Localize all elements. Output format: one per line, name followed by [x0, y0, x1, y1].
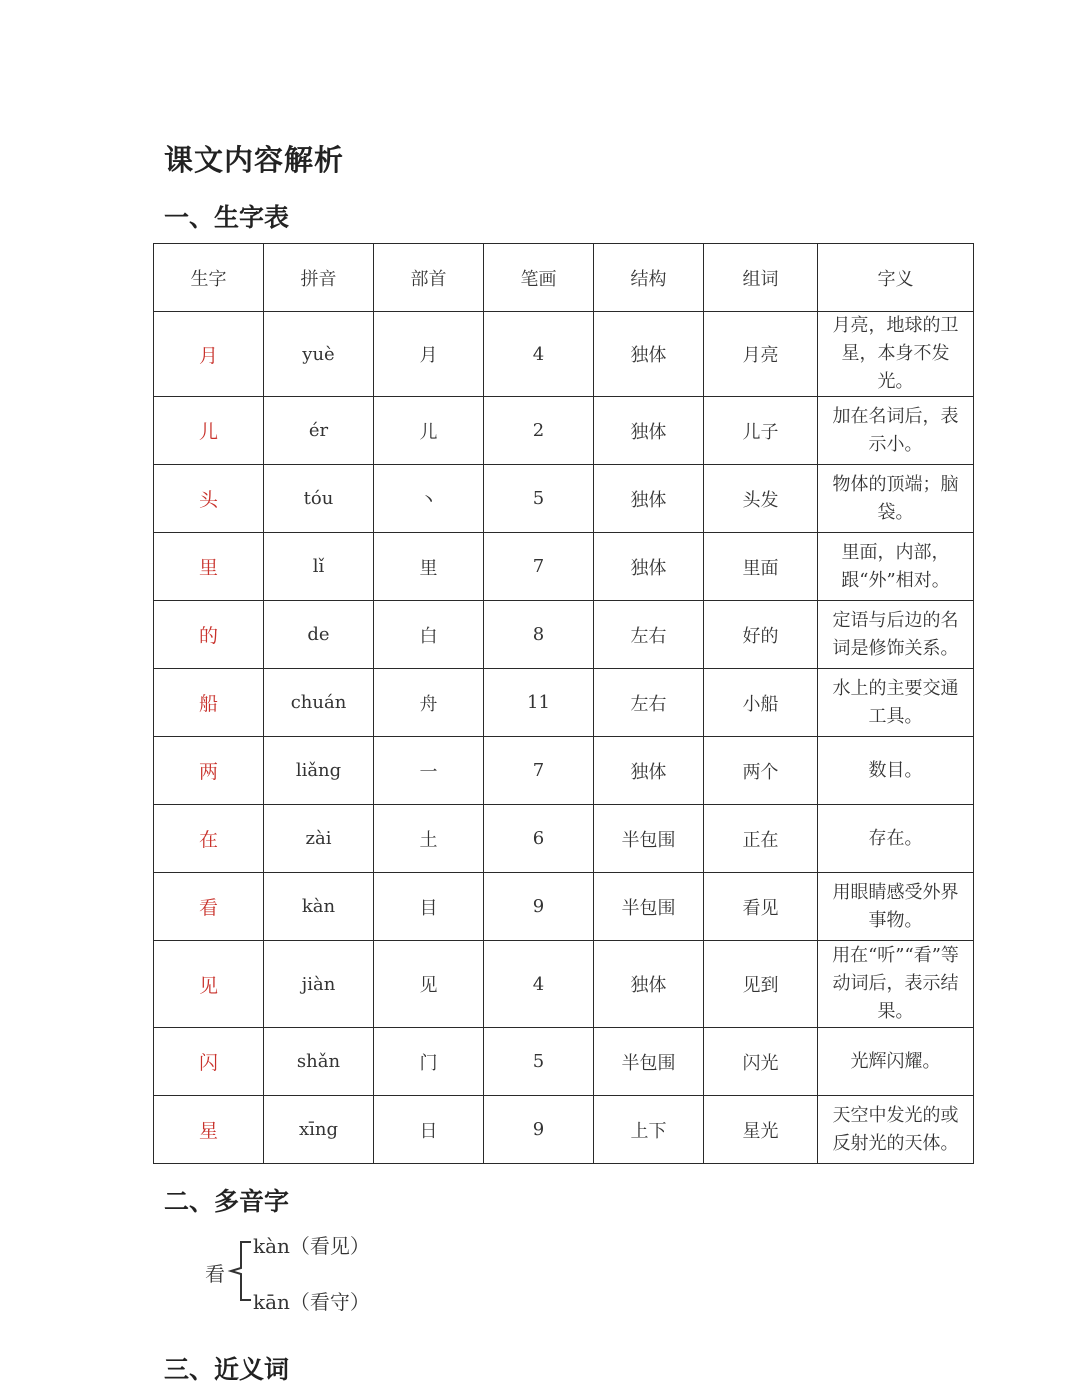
polyphone-reading: kàn（看见） — [253, 1234, 370, 1258]
section-heading-polyphone: 二、多音字 — [164, 1187, 290, 1216]
char-cell: 闪 — [154, 1028, 264, 1096]
pinyin-cell: tóu — [264, 465, 374, 533]
polyphone-reading: kān（看守） — [253, 1290, 370, 1314]
pinyin-cell: ér — [264, 397, 374, 465]
structure-cell: 半包围 — [594, 1028, 704, 1096]
table-row — [154, 941, 974, 1028]
strokes-cell: 4 — [484, 312, 594, 397]
table-header-row — [154, 244, 974, 312]
structure-cell: 独体 — [594, 312, 704, 397]
char-cell: 两 — [154, 737, 264, 805]
pinyin-cell: liǎng — [264, 737, 374, 805]
brace-icon — [227, 1228, 253, 1314]
strokes-cell: 4 — [484, 941, 594, 1028]
header-cell: 字义 — [818, 244, 974, 312]
table-row — [154, 1096, 974, 1164]
header-cell: 部首 — [374, 244, 484, 312]
radical-cell: 里 — [374, 533, 484, 601]
header-cell: 笔画 — [484, 244, 594, 312]
word-cell: 闪光 — [704, 1028, 818, 1096]
strokes-cell: 7 — [484, 737, 594, 805]
section-heading-synonyms: 三、近义词 — [164, 1355, 290, 1384]
word-cell: 头发 — [704, 465, 818, 533]
char-cell: 月 — [154, 312, 264, 397]
strokes-cell: 6 — [484, 805, 594, 873]
strokes-cell: 9 — [484, 1096, 594, 1164]
word-cell: 星光 — [704, 1096, 818, 1164]
radical-cell: 见 — [374, 941, 484, 1028]
pinyin-cell: xīng — [264, 1096, 374, 1164]
char-cell: 的 — [154, 601, 264, 669]
structure-cell: 独体 — [594, 941, 704, 1028]
radical-cell: 舟 — [374, 669, 484, 737]
page-title: 课文内容解析 — [164, 143, 345, 177]
structure-cell: 独体 — [594, 465, 704, 533]
table-row — [154, 737, 974, 805]
strokes-cell: 5 — [484, 1028, 594, 1096]
structure-cell: 独体 — [594, 737, 704, 805]
table-row — [154, 312, 974, 397]
radical-cell: 丶 — [374, 465, 484, 533]
word-cell: 好的 — [704, 601, 818, 669]
header-cell: 生字 — [154, 244, 264, 312]
char-cell: 星 — [154, 1096, 264, 1164]
word-cell: 见到 — [704, 941, 818, 1028]
pinyin-cell: yuè — [264, 312, 374, 397]
meaning-cell: 天空中发光的或反射光的天体。 — [818, 1096, 974, 1164]
word-cell: 正在 — [704, 805, 818, 873]
word-cell: 两个 — [704, 737, 818, 805]
meaning-cell: 加在名词后，表示小。 — [818, 397, 974, 465]
meaning-cell: 水上的主要交通工具。 — [818, 669, 974, 737]
polyphone-diagram — [205, 1228, 405, 1318]
structure-cell: 左右 — [594, 669, 704, 737]
table-row — [154, 601, 974, 669]
char-cell: 儿 — [154, 397, 264, 465]
meaning-cell: 物体的顶端；脑袋。 — [818, 465, 974, 533]
strokes-cell: 9 — [484, 873, 594, 941]
pinyin-cell: kàn — [264, 873, 374, 941]
word-cell: 儿子 — [704, 397, 818, 465]
structure-cell: 半包围 — [594, 805, 704, 873]
word-cell: 小船 — [704, 669, 818, 737]
radical-cell: 白 — [374, 601, 484, 669]
structure-cell: 半包围 — [594, 873, 704, 941]
meaning-cell: 月亮，地球的卫星，本身不发光。 — [818, 312, 974, 397]
meaning-cell: 用眼睛感受外界事物。 — [818, 873, 974, 941]
meaning-cell: 数目。 — [818, 737, 974, 805]
word-cell: 里面 — [704, 533, 818, 601]
meaning-cell: 定语与后边的名词是修饰关系。 — [818, 601, 974, 669]
structure-cell: 上下 — [594, 1096, 704, 1164]
character-table — [153, 243, 974, 1164]
table-row — [154, 1028, 974, 1096]
strokes-cell: 5 — [484, 465, 594, 533]
radical-cell: 月 — [374, 312, 484, 397]
header-cell: 拼音 — [264, 244, 374, 312]
radical-cell: 土 — [374, 805, 484, 873]
radical-cell: 一 — [374, 737, 484, 805]
structure-cell: 独体 — [594, 397, 704, 465]
header-cell: 组词 — [704, 244, 818, 312]
table-row — [154, 805, 974, 873]
radical-cell: 儿 — [374, 397, 484, 465]
strokes-cell: 7 — [484, 533, 594, 601]
radical-cell: 门 — [374, 1028, 484, 1096]
char-cell: 头 — [154, 465, 264, 533]
char-cell: 船 — [154, 669, 264, 737]
char-cell: 看 — [154, 873, 264, 941]
strokes-cell: 8 — [484, 601, 594, 669]
radical-cell: 日 — [374, 1096, 484, 1164]
pinyin-cell: zài — [264, 805, 374, 873]
char-cell: 在 — [154, 805, 264, 873]
pinyin-cell: chuán — [264, 669, 374, 737]
table-row — [154, 873, 974, 941]
strokes-cell: 2 — [484, 397, 594, 465]
section-heading-char-table: 一、生字表 — [164, 203, 290, 232]
radical-cell: 目 — [374, 873, 484, 941]
word-cell: 看见 — [704, 873, 818, 941]
meaning-cell: 存在。 — [818, 805, 974, 873]
pinyin-cell: jiàn — [264, 941, 374, 1028]
header-cell: 结构 — [594, 244, 704, 312]
structure-cell: 独体 — [594, 533, 704, 601]
pinyin-cell: de — [264, 601, 374, 669]
polyphone-char: 看 — [205, 1262, 225, 1286]
meaning-cell: 用在“听”“看”等动词后，表示结果。 — [818, 941, 974, 1028]
meaning-cell: 里面，内部，跟“外”相对。 — [818, 533, 974, 601]
char-cell: 见 — [154, 941, 264, 1028]
strokes-cell: 11 — [484, 669, 594, 737]
pinyin-cell: shǎn — [264, 1028, 374, 1096]
structure-cell: 左右 — [594, 601, 704, 669]
table-row — [154, 397, 974, 465]
char-cell: 里 — [154, 533, 264, 601]
word-cell: 月亮 — [704, 312, 818, 397]
table-row — [154, 465, 974, 533]
meaning-cell: 光辉闪耀。 — [818, 1028, 974, 1096]
table-row — [154, 533, 974, 601]
pinyin-cell: lǐ — [264, 533, 374, 601]
table-row — [154, 669, 974, 737]
